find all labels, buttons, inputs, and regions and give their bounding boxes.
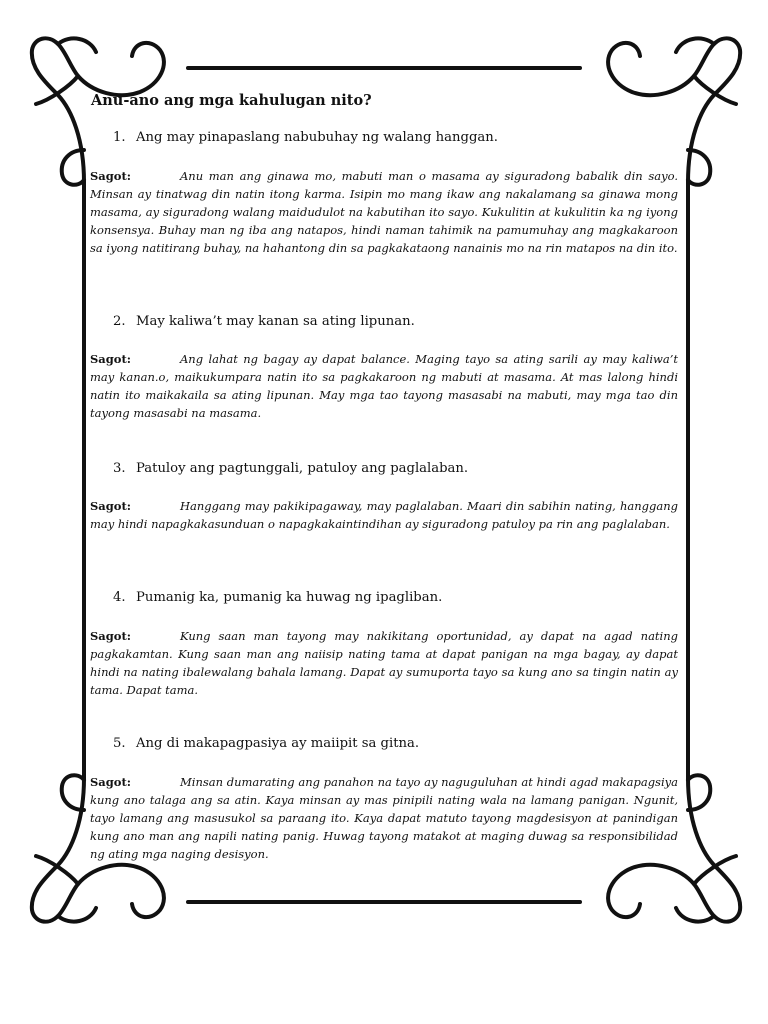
answer-text: Hanggang may pakikipagaway, may paglalaban. Maari din sabihin nating, hanggang may hindi napagkakasunduan o napagkakaintindihan ay siguradong patuloy pa rin ang paglalaban. (90, 499, 678, 531)
answer-1 (90, 167, 678, 257)
answer-2 (90, 350, 678, 422)
question-number: 3. (113, 461, 126, 476)
question-4 (113, 590, 442, 605)
answer-label: Sagot: (90, 169, 132, 183)
top-right-flourish-ornament (608, 38, 740, 184)
question-2 (113, 314, 415, 329)
answer-label: Sagot: (90, 499, 132, 513)
question-number: 2. (113, 314, 126, 329)
question-3 (113, 461, 468, 476)
question-5 (113, 736, 419, 751)
answer-text: Anu man ang ginawa mo, mabuti man o masama ay siguradong babalik din sayo. Minsan ay tinatwag din natin itong karma. Isipin mo mang ikaw ang nakalamang sa ginawa mong masama, ay siguradong walang maidudulot na kabutihan ito sayo. Kukulitin at kukulitin ka ng iyong konsensya. Buhay man ng iba ang natapos, hindi naman tahimik na pamumuhay ang magkakaroon sa iyong natitirang buhay, na hahantong din sa pagkakataong nanainis mo na rin matapos na din ito. (90, 169, 678, 255)
page-heading: Anu-ano ang mga kahulugan nito? (91, 92, 372, 109)
question-number: 5. (113, 736, 126, 751)
answer-text: Ang lahat ng bagay ay dapat balance. Maging tayo sa ating sarili ay may kaliwa’t may kanan.o, maikukumpara natin ito sa pagkakaroon ng mabuti at masama. At mas lalong hindi natin ito maikakaila sa ating lipunan. May mga tao tayong masasabi na mabuti, may mga tao din tayong masasabi na masama. (90, 352, 678, 420)
top-left-flourish-ornament (32, 38, 164, 184)
question-number: 1. (113, 130, 126, 145)
question-text: Patuloy ang pagtunggali, patuloy ang paglalaban. (136, 461, 469, 476)
answer-4 (90, 627, 678, 699)
answer-label: Sagot: (90, 629, 132, 643)
answer-text: Kung saan man tayong may nakikitang oportunidad, ay dapat na agad nating pagkakamtan. Kung saan man ang naiisip nating tama at dapat panigan na mga bagay, ay dapat hindi na nating ibalewalang bahala lamang. Dapat ay sumuporta tayo sa kung ano sa tingin natin ay tama. Dapat tama. (90, 629, 678, 697)
question-text: May kaliwa’t may kanan sa ating lipunan. (136, 314, 415, 329)
question-1 (113, 130, 498, 145)
question-text: Ang di makapagpasiya ay maiipit sa gitna. (136, 736, 420, 751)
answer-5 (90, 773, 678, 863)
question-number: 4. (113, 590, 126, 605)
answer-label: Sagot: (90, 352, 132, 366)
answer-text: Minsan dumarating ang panahon na tayo ay naguguluhan at hindi agad makapagsiya kung ano talaga ang sa atin. Kaya minsan ay mas pinipili nating wala na lamang panigan. Ngunit, tayo lamang ang masusukol sa paraang ito. Kaya dapat matuto tayong magdesisyon at panindigan kung ano man ang napili nating panig. Huwag tayong matakot at maging duwag sa responsibilidad ng ating mga naging desisyon. (90, 775, 678, 861)
answer-label: Sagot: (90, 775, 132, 789)
answer-3 (90, 497, 678, 533)
question-text: Ang may pinapaslang nabubuhay ng walang hanggan. (136, 130, 498, 145)
question-text: Pumanig ka, pumanig ka huwag ng ipagliban. (136, 590, 443, 605)
